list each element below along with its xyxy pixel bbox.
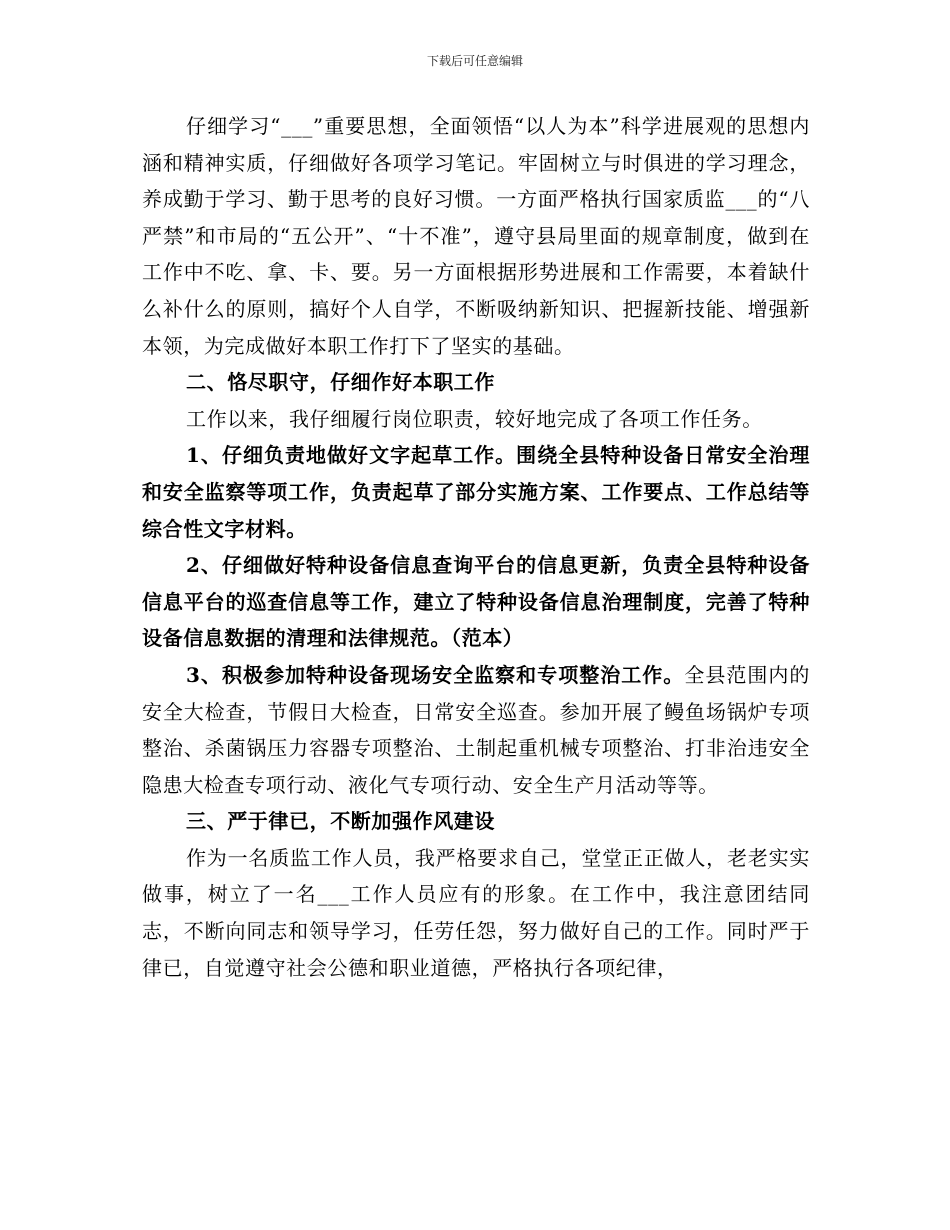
document-body bbox=[142, 108, 810, 986]
paragraph-duties-intro: 工作以来，我仔细履行岗位职责，较好地完成了各项工作任务。 bbox=[186, 406, 763, 431]
paragraph-inspection-body: 全县范围内的安全大检查，节假日大检查，日常安全巡查。参加开展了鳗鱼场锅炉专项整治、杀菌锅压力容器专项整治、土制起重机械专项整治、打非治违安全隐患大检查专项行动、液化气专项行动、安全生产月活动等等。 bbox=[142, 662, 810, 797]
paragraph-drafting: 1、仔细负责地做好文字起草工作。围绕全县特种设备日常安全治理和安全监察等项工作，负责起草了部分实施方案、工作要点、工作总结等综合性文字材料。 bbox=[142, 443, 810, 541]
paragraph-info-platform: 2、仔细做好特种设备信息查询平台的信息更新，负责全县特种设备信息平台的巡查信息等工作，建立了特种设备信息治理制度，完善了特种设备信息数据的清理和法律规范。（范本） bbox=[142, 553, 810, 651]
paragraph-discipline: 作为一名质监工作人员，我严格要求自己，堂堂正正做人，老老实实做事，树立了一名___工作人员应有的形象。在工作中，我注意团结同志，不断向同志和领导学习，任劳任怨，努力做好自己的工作。同时严于律已，自觉遵守社会公德和职业道德，严格执行各项纪律， bbox=[142, 845, 810, 980]
paragraph-inspection bbox=[142, 657, 810, 803]
section-heading-duties: 二、恪尽职守，仔细作好本职工作 bbox=[186, 370, 495, 395]
paragraph-study: 仔细学习“___”重要思想，全面领悟“以人为本”科学进展观的思想内涵和精神实质，仔细做好各项学习笔记。牢固树立与时俱进的学习理念，养成勤于学习、勤于思考的良好习惯。一方面严格执行国家质监___的“八严禁”和市局的“五公开”、“十不准”，遵守县局里面的规章制度，做到在工作中不吃、拿、卡、要。另一方面根据形势进展和工作需要，本着缺什么补什么的原则，搞好个人自学，不断吸纳新知识、把握新技能、增强新本领，为完成做好本职工作打下了坚实的基础。 bbox=[142, 114, 810, 358]
page-header: 下载后可任意编辑 bbox=[426, 54, 523, 68]
paragraph-inspection-lead: 3、积极参加特种设备现场安全监察和专项整治工作。 bbox=[186, 662, 685, 687]
section-heading-discipline: 三、严于律已，不断加强作风建设 bbox=[186, 809, 495, 834]
